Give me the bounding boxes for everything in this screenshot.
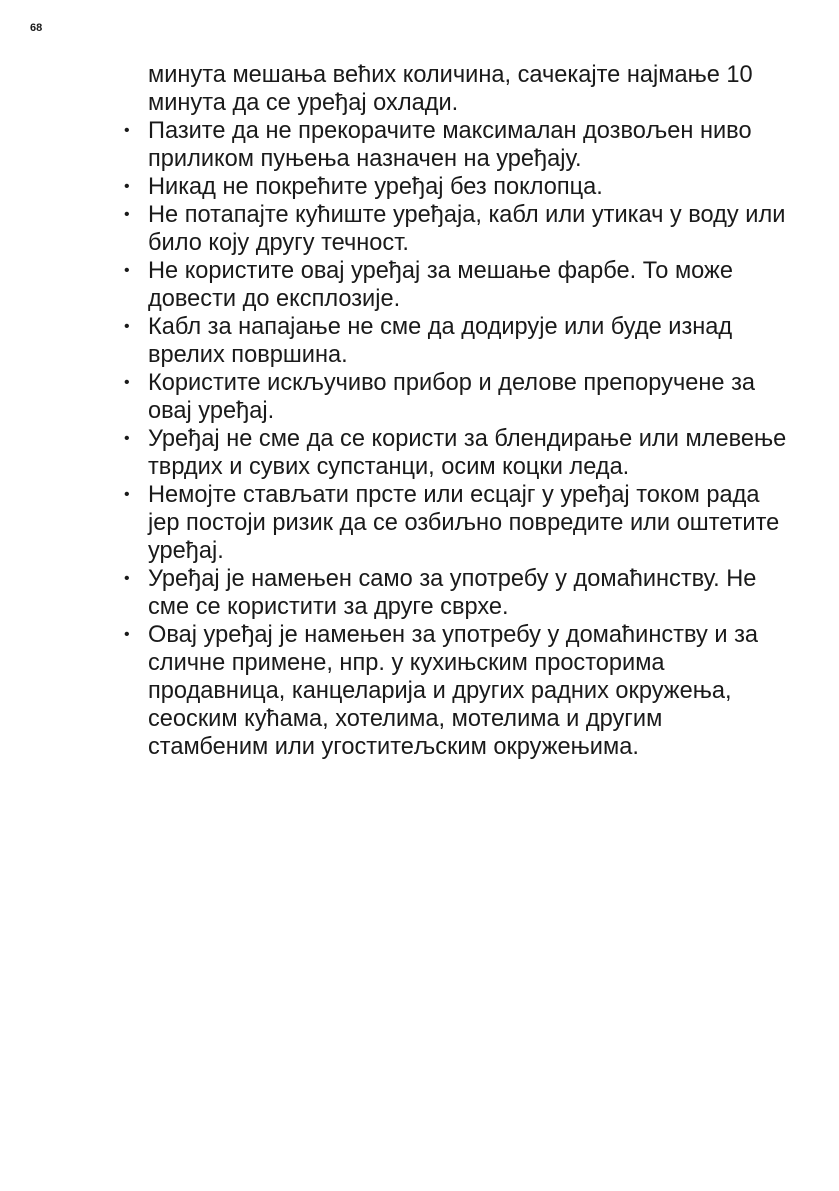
bullet-icon: •: [124, 318, 130, 335]
continuation-paragraph: минута мешања већих количина, сачекајте најмање 10 минута да се уређај охлади.: [148, 62, 753, 116]
list-item: [124, 621, 788, 761]
list-item: [124, 313, 788, 369]
list-item-text: Овај уређај је намењен за употребу у домаћинству и за сличне примене, нпр. у кухињским просторима продавница, канцеларија и других радних окружења, сеоским кућама, хотелима, мотелима и другим стамбеним или угоститељским окружењима.: [148, 622, 759, 760]
list-item-text: Не користите овај уређај за мешање фарбе. То може довести до експлозије.: [148, 258, 733, 312]
bullet-icon: •: [124, 122, 130, 139]
bullet-list: [124, 117, 788, 761]
list-item-text: Уређај не сме да се користи за блендирање или млевење тврдих и сувих супстанци, осим коцки леда.: [148, 426, 787, 480]
bullet-icon: •: [124, 206, 130, 223]
bullet-icon: •: [124, 430, 130, 447]
list-item: [124, 481, 788, 565]
list-item-text: Кабл за напајање не сме да додирује или буде изнад врелих површина.: [148, 314, 733, 368]
list-item: [124, 201, 788, 257]
list-item: [124, 565, 788, 621]
list-item-text: Пазите да не прекорачите максималан дозвољен ниво приликом пуњења назначен на уређају.: [148, 118, 752, 172]
list-item: [124, 425, 788, 481]
bullet-icon: •: [124, 626, 130, 643]
list-item-text: Немојте стављати прсте или есцајг у уређај током рада јер постоји ризик да се озбиљно повредите или оштетите уређај.: [148, 482, 780, 564]
list-item: [124, 117, 788, 173]
list-item: [124, 173, 788, 201]
list-item-text: Не потапајте кућиште уређаја, кабл или утикач у воду или било коју другу течност.: [148, 202, 786, 256]
list-item-text: Уређај је намењен само за употребу у домаћинству. Не сме се користити за друге сврхе.: [148, 566, 757, 620]
page-number: 68: [30, 22, 43, 34]
safety-instructions: [124, 61, 788, 761]
bullet-icon: •: [124, 178, 130, 195]
bullet-icon: •: [124, 374, 130, 391]
bullet-icon: •: [124, 262, 130, 279]
list-item-text: Користите искључиво прибор и делове препоручене за овај уређај.: [148, 370, 756, 424]
bullet-icon: •: [124, 570, 130, 587]
list-item: [124, 369, 788, 425]
list-item: [124, 257, 788, 313]
bullet-icon: •: [124, 486, 130, 503]
list-item-text: Никад не покрећите уређај без поклопца.: [148, 174, 603, 200]
